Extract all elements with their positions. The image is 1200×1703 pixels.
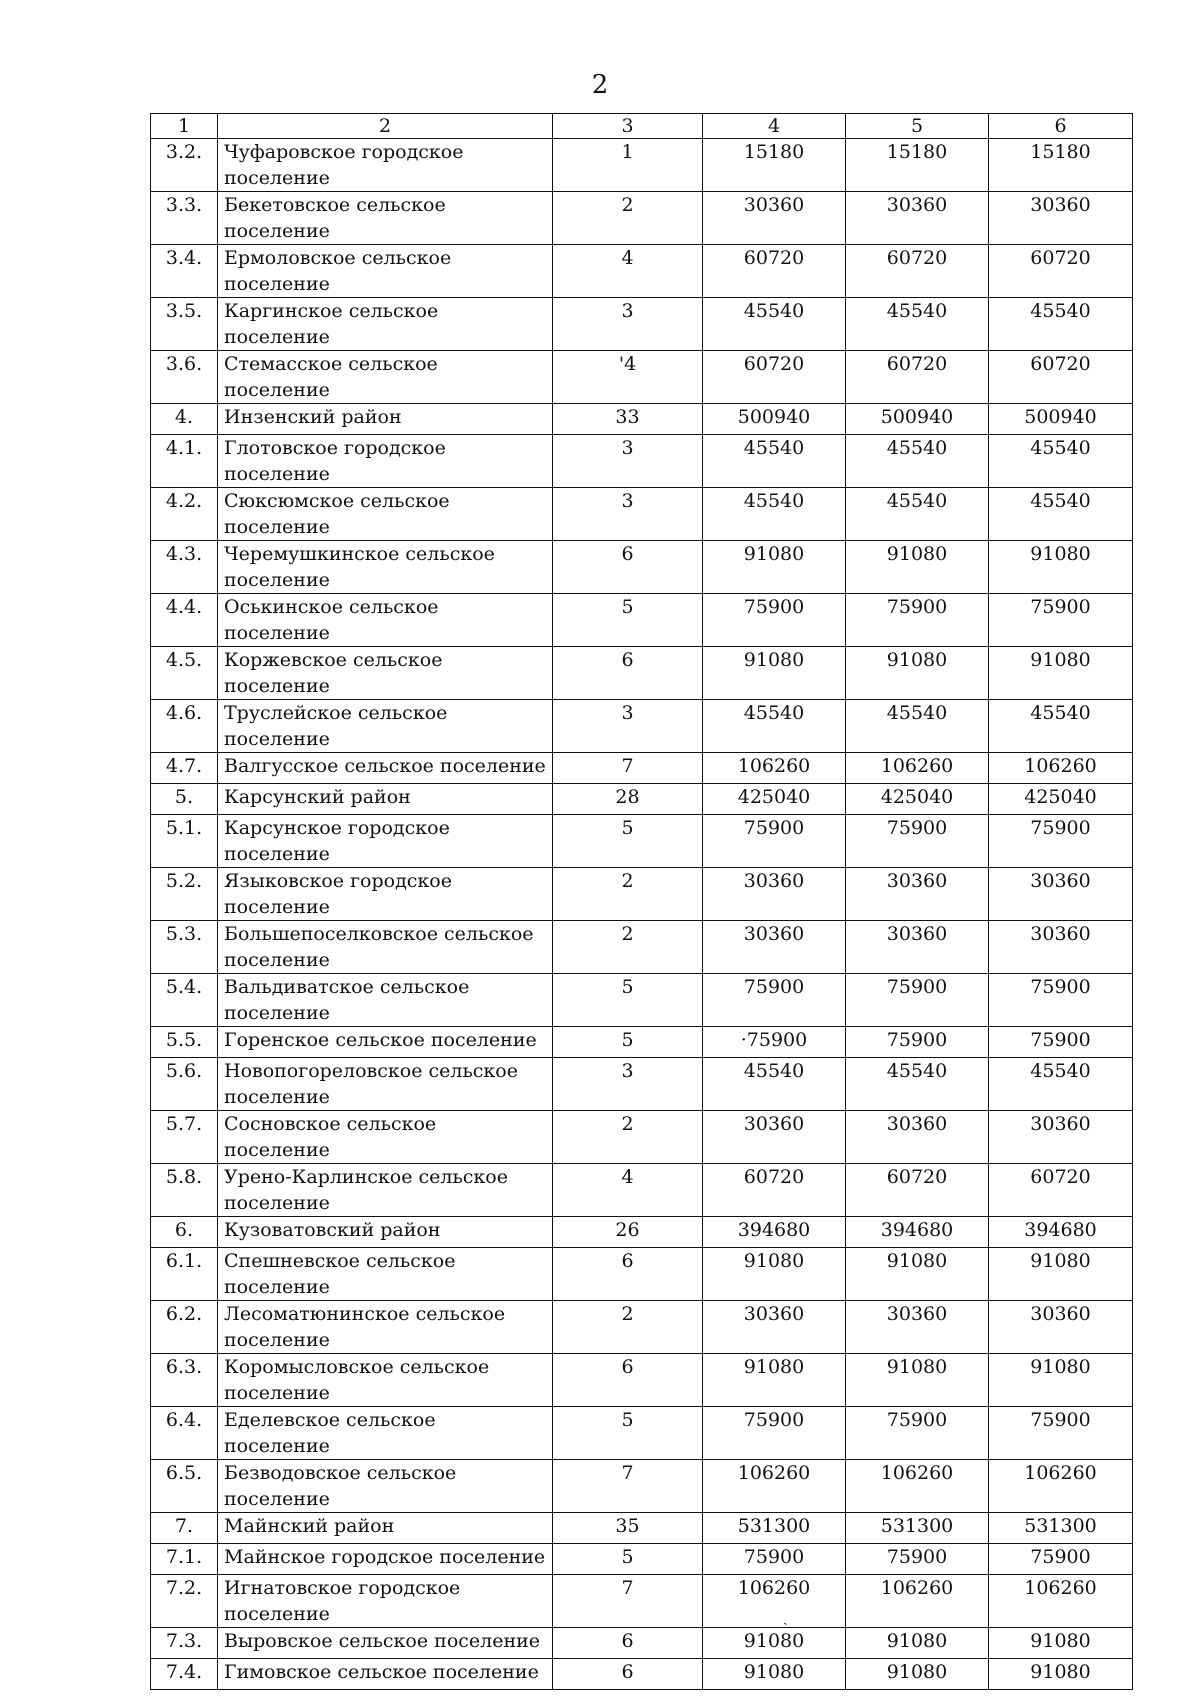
col-4-value: 91080	[703, 1354, 846, 1407]
territory-name: Игнатовское городское поселение	[218, 1575, 553, 1628]
col-6-value: 45540	[989, 488, 1133, 541]
territory-name: Языковское городское поселение	[218, 868, 553, 921]
table-row	[151, 974, 1133, 1027]
table-row	[151, 700, 1133, 753]
territory-name: Выровское сельское поселение	[218, 1628, 553, 1659]
col-6-value: 531300	[989, 1513, 1133, 1544]
row-number: 3.5.	[151, 298, 218, 351]
row-number: 3.3.	[151, 192, 218, 245]
col-3-value: 5	[553, 815, 703, 868]
table-row	[151, 298, 1133, 351]
col-5-value: 60720	[846, 351, 989, 404]
territory-name: Гимовское сельское поселение	[218, 1659, 553, 1690]
territory-name: Карсунское городское поселение	[218, 815, 553, 868]
territory-name: Новопогореловское сельское поселение	[218, 1058, 553, 1111]
col-5-value: 75900	[846, 1407, 989, 1460]
table-row	[151, 541, 1133, 594]
col-5-value: 91080	[846, 647, 989, 700]
col-4-value: 75900	[703, 594, 846, 647]
row-number: 4.5.	[151, 647, 218, 700]
col-6-value: 106260	[989, 753, 1133, 784]
row-number: 5.	[151, 784, 218, 815]
stray-mark: ˏ	[783, 1610, 788, 1626]
territory-name: Большепоселковское сельское поселение	[218, 921, 553, 974]
col-5-value: 500940	[846, 404, 989, 435]
territory-name: Спешневское сельское поселение	[218, 1248, 553, 1301]
table-row	[151, 868, 1133, 921]
table-row	[151, 1407, 1133, 1460]
col-5-value: 91080	[846, 541, 989, 594]
col-6-value: 425040	[989, 784, 1133, 815]
col-6-value: 106260	[989, 1575, 1133, 1628]
col-5-value: 75900	[846, 1027, 989, 1058]
col-5-value: 91080	[846, 1248, 989, 1301]
col-6-value: 75900	[989, 815, 1133, 868]
col-4-value: 91080	[703, 1628, 846, 1659]
col-5-value: 45540	[846, 700, 989, 753]
col-4-value: 30360	[703, 1301, 846, 1354]
col-3-value: 3	[553, 700, 703, 753]
col-6-value: 75900	[989, 1544, 1133, 1575]
row-number: 5.5.	[151, 1027, 218, 1058]
row-number: 4.4.	[151, 594, 218, 647]
row-number: 3.6.	[151, 351, 218, 404]
row-number: 4.1.	[151, 435, 218, 488]
col-5-value: 531300	[846, 1513, 989, 1544]
col-3-value: 4	[553, 245, 703, 298]
col-3-value: 28	[553, 784, 703, 815]
col-5-value: 30360	[846, 1301, 989, 1354]
row-number: 6.5.	[151, 1460, 218, 1513]
col-5-value: 106260	[846, 1460, 989, 1513]
table-row	[151, 594, 1133, 647]
row-number: 6.2.	[151, 1301, 218, 1354]
col-4-value: 91080	[703, 647, 846, 700]
col-5-value: 45540	[846, 1058, 989, 1111]
row-number: 5.4.	[151, 974, 218, 1027]
page-number: 2	[591, 70, 609, 100]
table-row	[151, 351, 1133, 404]
col-6-value: 91080	[989, 1354, 1133, 1407]
table-row	[151, 1544, 1133, 1575]
col-6-value: 91080	[989, 1628, 1133, 1659]
col-4-value: 30360	[703, 868, 846, 921]
col-6-value: 30360	[989, 868, 1133, 921]
col-4-value: 45540	[703, 700, 846, 753]
row-number: 7.3.	[151, 1628, 218, 1659]
col-4-value: 75900	[703, 974, 846, 1027]
row-number: 4.6.	[151, 700, 218, 753]
col-6-value: 91080	[989, 647, 1133, 700]
table-row	[151, 245, 1133, 298]
table-row	[151, 1354, 1133, 1407]
col-5-value: 75900	[846, 1544, 989, 1575]
col-4-value: 500940	[703, 404, 846, 435]
table-row	[151, 1217, 1133, 1248]
territory-name: Вальдиватское сельское поселение	[218, 974, 553, 1027]
territory-name: Кузоватовский район	[218, 1217, 553, 1248]
table-row	[151, 921, 1133, 974]
col-4-value: 60720	[703, 1164, 846, 1217]
row-number: 6.1.	[151, 1248, 218, 1301]
col-4-value: ·75900	[703, 1027, 846, 1058]
col-6-value: 75900	[989, 594, 1133, 647]
col-6-value: 91080	[989, 1659, 1133, 1690]
table-row	[151, 192, 1133, 245]
row-number: 6.4.	[151, 1407, 218, 1460]
col-5-value: 106260	[846, 753, 989, 784]
col-6-value: 75900	[989, 1027, 1133, 1058]
header-col-5: 5	[846, 114, 989, 139]
col-3-value: 1	[553, 139, 703, 192]
col-3-value: '4	[553, 351, 703, 404]
col-6-value: 45540	[989, 298, 1133, 351]
col-6-value: 45540	[989, 1058, 1133, 1111]
row-number: 5.3.	[151, 921, 218, 974]
col-5-value: 91080	[846, 1628, 989, 1659]
col-3-value: 5	[553, 974, 703, 1027]
table-row	[151, 815, 1133, 868]
col-3-value: 7	[553, 753, 703, 784]
col-5-value: 425040	[846, 784, 989, 815]
col-4-value: 91080	[703, 1659, 846, 1690]
territory-name: Чуфаровское городское поселение	[218, 139, 553, 192]
col-4-value: 106260	[703, 1460, 846, 1513]
territory-name: Ермоловское сельское поселение	[218, 245, 553, 298]
col-3-value: 3	[553, 488, 703, 541]
row-number: 4.7.	[151, 753, 218, 784]
col-5-value: 60720	[846, 1164, 989, 1217]
col-6-value: 30360	[989, 921, 1133, 974]
row-number: 5.8.	[151, 1164, 218, 1217]
col-6-value: 394680	[989, 1217, 1133, 1248]
col-3-value: 5	[553, 1544, 703, 1575]
col-3-value: 33	[553, 404, 703, 435]
col-5-value: 91080	[846, 1659, 989, 1690]
col-4-value: 30360	[703, 921, 846, 974]
col-5-value: 106260	[846, 1575, 989, 1628]
table-row	[151, 1111, 1133, 1164]
territory-name: Лесоматюнинское сельское поселение	[218, 1301, 553, 1354]
col-3-value: 35	[553, 1513, 703, 1544]
col-4-value: 75900	[703, 815, 846, 868]
table-row	[151, 1460, 1133, 1513]
col-3-value: 6	[553, 1659, 703, 1690]
table-row	[151, 1248, 1133, 1301]
allocation-table	[150, 113, 1133, 1690]
col-4-value: 106260	[703, 1575, 846, 1628]
col-3-value: 26	[553, 1217, 703, 1248]
col-6-value: 60720	[989, 1164, 1133, 1217]
territory-name: Черемушкинское сельское поселение	[218, 541, 553, 594]
col-3-value: 2	[553, 868, 703, 921]
col-3-value: 6	[553, 647, 703, 700]
table-row	[151, 784, 1133, 815]
col-4-value: 394680	[703, 1217, 846, 1248]
col-5-value: 30360	[846, 868, 989, 921]
col-5-value: 30360	[846, 921, 989, 974]
territory-name: Еделевское сельское поселение	[218, 1407, 553, 1460]
col-5-value: 30360	[846, 1111, 989, 1164]
table-row	[151, 1301, 1133, 1354]
header-col-3: 3	[553, 114, 703, 139]
col-4-value: 45540	[703, 298, 846, 351]
territory-name: Урено-Карлинское сельское поселение	[218, 1164, 553, 1217]
territory-name: Карсунский район	[218, 784, 553, 815]
header-col-6: 6	[989, 114, 1133, 139]
territory-name: Горенское сельское поселение	[218, 1027, 553, 1058]
col-6-value: 500940	[989, 404, 1133, 435]
territory-name: Инзенский район	[218, 404, 553, 435]
col-4-value: 30360	[703, 1111, 846, 1164]
header-col-1: 1	[151, 114, 218, 139]
territory-name: Глотовское городское поселение	[218, 435, 553, 488]
territory-name: Валгусское сельское поселение	[218, 753, 553, 784]
header-col-4: 4	[703, 114, 846, 139]
territory-name: Сюксюмское сельское поселение	[218, 488, 553, 541]
col-4-value: 45540	[703, 1058, 846, 1111]
territory-name: Оськинское сельское поселение	[218, 594, 553, 647]
territory-name: Каргинское сельское поселение	[218, 298, 553, 351]
territory-name: Майнский район	[218, 1513, 553, 1544]
row-number: 7.1.	[151, 1544, 218, 1575]
col-4-value: 45540	[703, 488, 846, 541]
row-number: 6.3.	[151, 1354, 218, 1407]
col-3-value: 5	[553, 1407, 703, 1460]
col-4-value: 91080	[703, 541, 846, 594]
col-4-value: 75900	[703, 1544, 846, 1575]
col-3-value: 3	[553, 435, 703, 488]
territory-name: Стемасское сельское поселение	[218, 351, 553, 404]
col-6-value: 75900	[989, 1407, 1133, 1460]
col-3-value: 2	[553, 1111, 703, 1164]
col-3-value: 4	[553, 1164, 703, 1217]
col-5-value: 75900	[846, 974, 989, 1027]
table-row	[151, 1164, 1133, 1217]
col-5-value: 45540	[846, 435, 989, 488]
table-header-row	[151, 114, 1133, 139]
col-3-value: 2	[553, 1301, 703, 1354]
col-6-value: 60720	[989, 351, 1133, 404]
col-6-value: 60720	[989, 245, 1133, 298]
col-3-value: 3	[553, 298, 703, 351]
col-5-value: 30360	[846, 192, 989, 245]
col-3-value: 7	[553, 1575, 703, 1628]
col-4-value: 531300	[703, 1513, 846, 1544]
table-row	[151, 404, 1133, 435]
table-row	[151, 139, 1133, 192]
col-3-value: 5	[553, 594, 703, 647]
col-6-value: 91080	[989, 1248, 1133, 1301]
col-5-value: 394680	[846, 1217, 989, 1248]
col-4-value: 60720	[703, 245, 846, 298]
row-number: 7.	[151, 1513, 218, 1544]
col-4-value: 91080	[703, 1248, 846, 1301]
table-row	[151, 1659, 1133, 1690]
col-4-value: 425040	[703, 784, 846, 815]
table-row	[151, 435, 1133, 488]
col-5-value: 75900	[846, 815, 989, 868]
col-3-value: 6	[553, 1248, 703, 1301]
row-number: 7.4.	[151, 1659, 218, 1690]
col-5-value: 15180	[846, 139, 989, 192]
col-3-value: 5	[553, 1027, 703, 1058]
col-5-value: 60720	[846, 245, 989, 298]
table-row	[151, 1513, 1133, 1544]
row-number: 6.	[151, 1217, 218, 1248]
col-4-value: 15180	[703, 139, 846, 192]
col-4-value: 30360	[703, 192, 846, 245]
row-number: 3.2.	[151, 139, 218, 192]
row-number: 5.1.	[151, 815, 218, 868]
row-number: 4.3.	[151, 541, 218, 594]
col-6-value: 15180	[989, 139, 1133, 192]
col-4-value: 106260	[703, 753, 846, 784]
table-row	[151, 488, 1133, 541]
row-number: 4.	[151, 404, 218, 435]
col-6-value: 45540	[989, 435, 1133, 488]
col-4-value: 75900	[703, 1407, 846, 1460]
row-number: 5.2.	[151, 868, 218, 921]
col-6-value: 45540	[989, 700, 1133, 753]
row-number: 5.7.	[151, 1111, 218, 1164]
table-row	[151, 647, 1133, 700]
col-5-value: 91080	[846, 1354, 989, 1407]
col-3-value: 6	[553, 1628, 703, 1659]
territory-name: Коромысловское сельское поселение	[218, 1354, 553, 1407]
table-row	[151, 1628, 1133, 1659]
col-6-value: 91080	[989, 541, 1133, 594]
row-number: 7.2.	[151, 1575, 218, 1628]
row-number: 4.2.	[151, 488, 218, 541]
table-row	[151, 1027, 1133, 1058]
col-3-value: 6	[553, 1354, 703, 1407]
table-row	[151, 1058, 1133, 1111]
row-number: 3.4.	[151, 245, 218, 298]
territory-name: Безводовское сельское поселение	[218, 1460, 553, 1513]
col-6-value: 75900	[989, 974, 1133, 1027]
territory-name: Труслейское сельское поселение	[218, 700, 553, 753]
territory-name: Бекетовское сельское поселение	[218, 192, 553, 245]
col-3-value: 2	[553, 921, 703, 974]
col-5-value: 45540	[846, 488, 989, 541]
table-row	[151, 1575, 1133, 1628]
col-6-value: 106260	[989, 1460, 1133, 1513]
col-3-value: 6	[553, 541, 703, 594]
col-6-value: 30360	[989, 192, 1133, 245]
col-3-value: 2	[553, 192, 703, 245]
col-5-value: 75900	[846, 594, 989, 647]
col-5-value: 45540	[846, 298, 989, 351]
col-3-value: 3	[553, 1058, 703, 1111]
territory-name: Майнское городское поселение	[218, 1544, 553, 1575]
header-col-2: 2	[218, 114, 553, 139]
col-3-value: 7	[553, 1460, 703, 1513]
row-number: 5.6.	[151, 1058, 218, 1111]
col-6-value: 30360	[989, 1301, 1133, 1354]
territory-name: Коржевское сельское поселение	[218, 647, 553, 700]
col-6-value: 30360	[989, 1111, 1133, 1164]
table-row	[151, 753, 1133, 784]
col-4-value: 60720	[703, 351, 846, 404]
territory-name: Сосновское сельское поселение	[218, 1111, 553, 1164]
col-4-value: 45540	[703, 435, 846, 488]
